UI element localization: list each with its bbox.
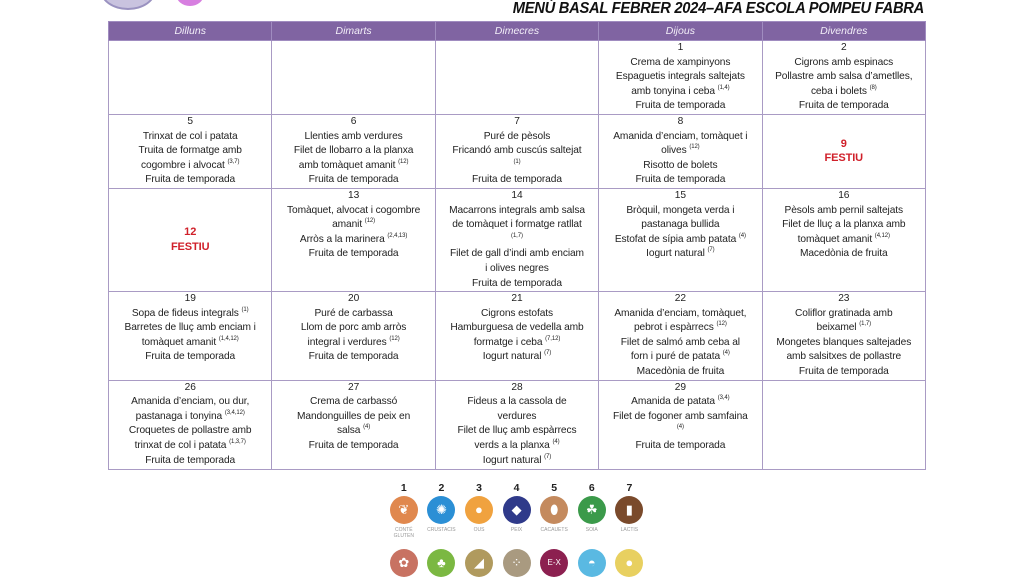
menu-dish <box>611 336 749 365</box>
dish-name: Fruita de temporada <box>145 351 236 363</box>
menu-dish <box>448 130 586 145</box>
dish-name: Fruita de temporada <box>798 100 889 112</box>
allergen-codes: (1) <box>513 158 521 165</box>
menu-dish <box>448 395 586 424</box>
dish-name: Fruita de temporada <box>145 174 236 186</box>
allergen-label: LACTIS <box>620 527 639 533</box>
allergen-codes: (3,4,12) <box>224 409 245 416</box>
menu-dish <box>611 233 749 248</box>
menu-dish <box>448 247 586 276</box>
dish-name: Barretes de lluç amb enciam i tomàquet amanit <box>124 322 256 348</box>
dish-name: Espaguetis integrals saltejats amb tonyina i ceba <box>615 71 745 97</box>
dish-name: Macedònia de fruita <box>636 366 725 378</box>
dish-name: Arròs a la marinera <box>299 233 385 245</box>
celery-icon: ♣ <box>427 549 455 577</box>
milk-icon: ▮ <box>615 496 643 524</box>
allergen-item <box>385 482 423 549</box>
dish-name: Filet de salmó amb ceba al forn i puré de patata <box>620 336 740 363</box>
allergen-codes: (1,7) <box>511 232 523 239</box>
lupin-icon: ● <box>615 549 643 577</box>
allergen-codes: (12) <box>689 144 700 151</box>
day-number: 27 <box>348 381 360 393</box>
allergen-codes: (7) <box>544 350 552 357</box>
allergen-codes: (8) <box>869 84 877 91</box>
dish-name: Hamburguesa de vedella amb formatge i ceba <box>450 322 584 348</box>
dish-name: Fruita de temporada <box>472 174 562 186</box>
menu-dish <box>284 233 422 248</box>
mustard-icon: ◢ <box>465 549 493 577</box>
day-number: 15 <box>674 189 686 201</box>
day-cell <box>599 41 762 115</box>
sesame-icon: ⁘ <box>503 549 531 577</box>
weekday-header: Dijous <box>599 22 762 41</box>
day-cell <box>109 380 272 469</box>
dish-name: Croquetes de pollastre amb trinxat de col i patata <box>128 425 252 452</box>
dish-name: Estofat de sípia amb patata <box>614 233 737 245</box>
allergen-label: CRUSTACIS <box>427 527 456 533</box>
menu-dish <box>775 204 913 219</box>
menu-dish <box>121 424 259 453</box>
holiday-cell <box>109 188 272 291</box>
menu-dish <box>611 70 749 99</box>
allergen-codes: (12) <box>716 321 727 328</box>
day-cell <box>435 188 598 291</box>
day-number: 26 <box>184 381 196 393</box>
allergen-codes: (2,4,13) <box>387 232 408 239</box>
allergen-codes: (4) <box>722 350 730 357</box>
dish-name: Iogurt natural <box>482 454 542 466</box>
dish-name: Fruita de temporada <box>635 440 726 452</box>
dish-name: Fruita de temporada <box>635 174 726 186</box>
allergen-codes: (12) <box>364 218 376 225</box>
dish-name: Amanida de patata <box>631 396 715 408</box>
menu-dish <box>611 130 749 159</box>
day-cell <box>762 380 925 469</box>
school-logo <box>100 0 156 10</box>
day-cell <box>435 114 598 188</box>
day-cell <box>109 41 272 115</box>
menu-dish <box>448 277 586 292</box>
menu-dish <box>448 424 586 453</box>
weekday-header: Divendres <box>762 22 925 41</box>
holiday-cell <box>762 114 925 188</box>
menu-dish <box>775 247 913 262</box>
week-row <box>109 292 926 381</box>
dish-name: Filet de fogoner amb samfaina <box>613 410 748 422</box>
menu-dish <box>775 56 913 71</box>
menu-dish <box>284 247 422 262</box>
day-number: 9 <box>840 137 847 150</box>
dish-name: Filet de lluç amb espàrrecs verds a la planxa <box>457 425 577 452</box>
dish-name: Cigrons amb espinacs <box>794 56 894 68</box>
weekday-header: Dilluns <box>109 22 272 41</box>
menu-dish <box>448 144 586 173</box>
dish-name: Tomàquet, alvocat i cogombre amanit <box>287 204 421 231</box>
allergen-item <box>460 549 498 577</box>
menu-dish <box>611 307 749 336</box>
day-cell <box>272 41 435 115</box>
menu-dish <box>611 365 749 380</box>
crab-icon: ✺ <box>427 496 455 524</box>
allergen-codes: (3,7) <box>227 158 240 165</box>
allergen-codes: (1,3,7) <box>229 439 246 446</box>
menu-dish <box>121 321 259 350</box>
allergen-item <box>573 549 611 577</box>
day-cell <box>109 292 272 381</box>
allergen-codes: (1,7) <box>859 321 872 328</box>
allergen-item <box>385 549 423 577</box>
allergen-codes: (7) <box>707 247 715 254</box>
allergen-item <box>498 482 536 549</box>
menu-dish <box>284 410 422 439</box>
allergen-item <box>423 482 461 549</box>
allergen-label: OUS <box>473 527 485 533</box>
menu-dish <box>448 350 586 365</box>
allergen-item <box>535 549 573 577</box>
menu-dish <box>284 130 422 145</box>
sulphites-icon: E-X <box>540 549 568 577</box>
allergen-codes: (1) <box>241 306 249 313</box>
dish-name: Filet de lluç a la planxa amb tomàquet amanit <box>782 219 906 245</box>
allergen-codes: (7) <box>544 453 552 460</box>
day-cell <box>599 292 762 381</box>
menu-dish <box>121 454 259 469</box>
allergen-number: 5 <box>551 482 558 494</box>
day-number: 2 <box>840 42 847 53</box>
allergen-label: CACAUETS <box>540 527 568 533</box>
allergen-codes: (7,12) <box>545 335 561 342</box>
allergen-item <box>573 482 611 549</box>
menu-dish <box>448 321 586 350</box>
allergen-label: PEIX <box>510 527 523 533</box>
weekday-header: Dimecres <box>435 22 598 41</box>
day-number: 7 <box>514 115 520 127</box>
dish-name: Iogurt natural <box>482 351 542 363</box>
day-number: 14 <box>511 189 523 201</box>
day-cell <box>272 114 435 188</box>
allergen-codes: (12) <box>389 335 400 342</box>
dish-name: Llom de porc amb arròs integral i verdures <box>300 322 407 348</box>
allergen-number: 7 <box>626 482 633 494</box>
menu-dish <box>448 307 586 322</box>
day-cell <box>762 188 925 291</box>
dish-name: Filet de llobarro a la planxa amb tomàquet amanit <box>293 145 414 171</box>
dish-name: Crema de xampinyons <box>630 56 731 68</box>
day-cell <box>435 41 598 115</box>
dish-name: Amanida d’enciam, tomàquet i olives <box>613 130 748 157</box>
day-cell <box>599 188 762 291</box>
wheat-icon: ❦ <box>390 496 418 524</box>
menu-dish <box>611 159 749 174</box>
allergen-codes: (4) <box>363 424 371 431</box>
menu-dish <box>448 173 586 188</box>
dish-name: Fruita de temporada <box>472 277 562 289</box>
allergen-number: 1 <box>400 482 407 494</box>
menu-dish <box>284 173 422 188</box>
dish-name: Fruita de temporada <box>308 351 399 363</box>
day-cell <box>762 41 925 115</box>
menu-dish <box>611 99 749 114</box>
dish-name: Amanida d’enciam, tomàquet, pebrot i espàrrecs <box>614 307 747 334</box>
week-row <box>109 380 926 469</box>
day-number: 19 <box>184 293 196 305</box>
day-cell <box>435 292 598 381</box>
allergen-label: SOIA <box>585 527 598 533</box>
allergen-codes: (4) <box>676 424 684 431</box>
week-row <box>109 41 926 115</box>
shellfish-icon: ◓ <box>578 549 606 577</box>
allergen-codes: (4) <box>738 232 746 239</box>
allergen-number: 3 <box>476 482 482 494</box>
dish-name: Truita de formatge amb cogombre i alvocat <box>138 145 242 171</box>
dish-name: Fideus a la cassola de verdures <box>467 396 567 422</box>
day-number: 1 <box>677 42 684 53</box>
soy-icon: ☘ <box>578 496 606 524</box>
menu-dish <box>121 350 259 365</box>
menu-dish <box>284 307 422 322</box>
day-number: 22 <box>674 293 686 305</box>
allergen-codes: (3,4) <box>717 395 730 402</box>
dish-name: Filet de gall d’indi amb enciam i olives negres <box>450 248 584 274</box>
menu-dish <box>121 130 259 145</box>
afa-logo <box>176 0 204 6</box>
dish-name: Crema de carbassó <box>309 396 398 408</box>
day-number: 23 <box>838 293 850 305</box>
menu-dish <box>611 56 749 71</box>
dish-name: Macedònia de fruita <box>799 248 888 260</box>
day-number: 5 <box>187 115 193 127</box>
peanut-icon: ⬮ <box>540 496 568 524</box>
week-row <box>109 114 926 188</box>
nuts-icon: ✿ <box>390 549 418 577</box>
allergen-codes: (12) <box>398 158 409 165</box>
menu-dish <box>775 365 913 380</box>
menu-dish <box>611 439 749 454</box>
dish-name: Llenties amb verdures <box>304 130 403 142</box>
day-cell <box>435 380 598 469</box>
dish-name: Trinxat de col i patata <box>142 130 238 142</box>
day-cell <box>599 114 762 188</box>
day-cell <box>272 292 435 381</box>
fish-icon: ◆ <box>503 496 531 524</box>
menu-dish <box>611 204 749 233</box>
day-number: 29 <box>674 381 686 393</box>
dish-name: Pollastre amb salsa d’ametlles, ceba i bolets <box>775 71 913 97</box>
menu-dish <box>775 336 913 365</box>
day-cell <box>272 380 435 469</box>
dish-name: Iogurt natural <box>646 248 705 260</box>
dish-name: Mongetes blanques saltejades amb salsitxes de pollastre <box>776 336 912 363</box>
dish-name: Pèsols amb pernil saltejats <box>784 204 904 216</box>
menu-dish <box>121 144 259 173</box>
menu-calendar <box>108 21 926 470</box>
menu-dish <box>284 350 422 365</box>
menu-dish <box>611 173 749 188</box>
menu-dish <box>121 307 259 322</box>
allergen-codes: (4) <box>552 439 560 446</box>
allergen-codes: (4,12) <box>874 232 890 239</box>
allergen-legend <box>385 482 648 577</box>
day-number: 20 <box>348 293 360 305</box>
allergen-number: 6 <box>588 482 595 494</box>
dish-name: Fruita de temporada <box>308 174 399 186</box>
dish-name: Fruita de temporada <box>145 454 236 466</box>
allergen-item <box>460 482 498 549</box>
menu-dish <box>775 70 913 99</box>
day-cell <box>599 380 762 469</box>
dish-name: Coliflor gratinada amb beixamel <box>795 307 893 334</box>
dish-name: Puré de carbassa <box>314 307 393 319</box>
menu-dish <box>775 218 913 247</box>
menu-dish <box>611 247 749 262</box>
weekday-header: Dimarts <box>272 22 435 41</box>
dish-name: Sopa de fideus integrals <box>131 307 239 319</box>
allergen-item <box>611 549 649 577</box>
day-cell <box>109 114 272 188</box>
dish-name: Risotto de bolets <box>643 159 718 171</box>
eggs-icon: ● <box>465 496 493 524</box>
day-cell <box>272 188 435 291</box>
menu-dish <box>284 321 422 350</box>
day-number: 28 <box>511 381 523 393</box>
day-cell <box>762 292 925 381</box>
menu-dish <box>775 99 913 114</box>
day-number: 8 <box>677 115 684 127</box>
dish-name: Fruita de temporada <box>798 366 889 378</box>
allergen-codes: (1,4,12) <box>218 335 239 342</box>
day-number: 13 <box>348 189 360 201</box>
allergen-label: CONTÉ GLUTEN <box>393 527 414 539</box>
menu-dish <box>284 204 422 233</box>
menu-dish <box>775 307 913 336</box>
allergen-number: 4 <box>513 482 520 494</box>
menu-dish <box>284 144 422 173</box>
menu-dish <box>284 439 422 454</box>
dish-name: Puré de pèsols <box>483 130 551 142</box>
menu-dish <box>284 395 422 410</box>
day-number: 16 <box>838 189 850 201</box>
week-row <box>109 188 926 291</box>
allergen-codes: (1,4) <box>717 84 730 91</box>
dish-name: Mandonguilles de peix en salsa <box>297 410 411 437</box>
day-number: 6 <box>350 115 357 127</box>
dish-name: Fruita de temporada <box>635 100 726 112</box>
dish-name: Fricandó amb cuscús saltejat <box>452 145 582 157</box>
allergen-item <box>498 549 536 577</box>
menu-dish <box>121 173 259 188</box>
dish-name: Macarrons integrals amb salsa de tomàquet i formatge ratllat <box>449 204 585 231</box>
holiday-label: FESTIU <box>824 152 864 165</box>
day-number: 12 <box>184 226 197 239</box>
allergen-item <box>535 482 573 549</box>
menu-dish <box>121 395 259 424</box>
page-title: MENÚ BASAL FEBRER 2024–AFA ESCOLA POMPEU FABRA <box>512 0 924 17</box>
menu-dish <box>448 204 586 248</box>
dish-name: Bròquil, mongeta verda i pastanaga bullida <box>626 204 735 231</box>
holiday-label: FESTIU <box>170 241 210 254</box>
dish-name: Fruita de temporada <box>308 248 399 260</box>
day-number: 21 <box>511 293 523 305</box>
allergen-item <box>423 549 461 577</box>
menu-dish <box>611 395 749 410</box>
allergen-item <box>611 482 649 549</box>
menu-dish <box>611 410 749 439</box>
dish-name: Fruita de temporada <box>308 440 399 452</box>
allergen-number: 2 <box>438 482 445 494</box>
dish-name: Amanida d’enciam, ou dur, pastanaga i tonyina <box>131 396 250 422</box>
dish-name: Cigrons estofats <box>480 307 553 319</box>
menu-dish <box>448 454 586 469</box>
